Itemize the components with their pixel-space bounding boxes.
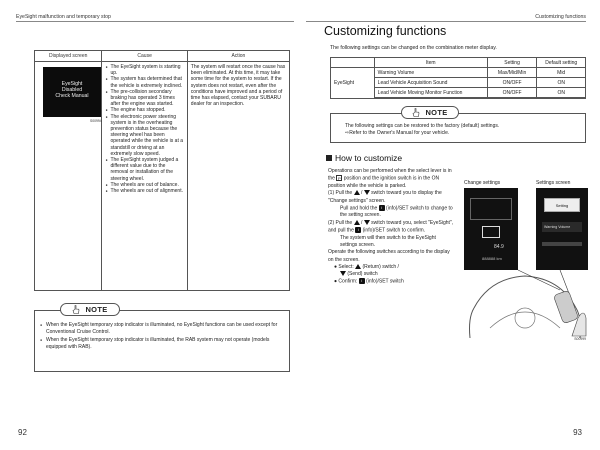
screen-line-2: Disabled — [61, 87, 83, 93]
square-bullet-icon — [326, 155, 332, 161]
odo-readout: 84.9 — [494, 244, 504, 250]
setting-values: ON/OFF — [488, 78, 538, 87]
col-header-default: Default setting — [545, 59, 578, 66]
section-heading — [326, 153, 402, 163]
col-header-setting: Setting — [488, 58, 538, 67]
screen-line-3: Check Manual — [55, 93, 89, 99]
label-settings-screen: Settings screen — [536, 180, 571, 186]
select-bullet: ● Select: (Return) switch / — [334, 263, 399, 270]
return-switch-icon — [355, 264, 361, 269]
cause-item: ● The system has determined that the vehicle is extremely inclined. — [105, 76, 183, 88]
figure-code: S00999 — [574, 337, 586, 341]
cause-item: ● The electronic power steering system is in the overheating prevention status because the steering wheel has been operated while the vehicle is at a standstill or driving at an extremely slow speed. — [105, 114, 183, 157]
down-switch-icon — [364, 220, 370, 225]
setting-default: ON — [557, 79, 565, 86]
hand-pointer-icon — [72, 305, 80, 314]
down-switch-icon — [364, 190, 370, 195]
note-heading — [60, 303, 120, 316]
note-heading-text: NOTE — [85, 305, 108, 314]
setting-values: Max/Mid/Min — [488, 68, 538, 77]
group-label: EyeSight — [331, 68, 375, 98]
park-position-icon: P — [338, 176, 341, 182]
table-header-row — [35, 51, 289, 62]
up-switch-icon — [354, 220, 360, 225]
steering-wheel-illustration — [460, 168, 590, 343]
setting-default: Mid — [557, 69, 566, 76]
label-change-settings: Change settings — [464, 180, 501, 186]
setting-item: Warning Volume — [375, 68, 488, 77]
cause-item: ● The wheels are out of alignment. — [105, 188, 183, 194]
col-header-action: Action — [231, 53, 246, 59]
setting-item: Lead Vehicle Moving Monitor Function — [375, 88, 488, 97]
screen-line-1: EyeSight — [61, 81, 83, 87]
note-text — [345, 123, 499, 137]
note-box — [330, 108, 586, 143]
action-cell: The system will restart once the cause has been eliminated. At this time, it may take some time for the system to restart. If the system does not restart, even after the conditions have improved and a period of time has elapsed, contact your SUBARU dealer for an inspection. — [190, 64, 286, 108]
step-2-detail: The system will then switch to the EyeSight settings screen. — [340, 234, 436, 248]
select-bullet-cont: (Send) switch — [328, 271, 454, 278]
intro-text: The following settings can be changed on the combination meter display. — [330, 45, 497, 51]
meter-screen-image — [43, 67, 101, 117]
info-button-icon: i — [359, 278, 365, 284]
note-heading-text: NOTE — [425, 108, 448, 117]
note-item: ● When the EyeSight temporary stop indicator is illuminated, no EyeSight functions can be used except for Conventional Cruise Control. — [40, 322, 284, 337]
setting-item: Lead Vehicle Acquisition Sound — [375, 78, 488, 87]
page-title: Customizing functions — [324, 24, 447, 38]
col-header-cause: Cause — [102, 51, 187, 61]
step-1: (1) Pull the / switch toward you to display the "Change settings" screen. — [328, 190, 442, 204]
left-header-rule — [16, 21, 294, 22]
col-header-item: Item — [375, 58, 488, 67]
cause-item: ● The EyeSight system judged a different value due to the removal or installation of the steering wheel. — [105, 157, 183, 182]
send-switch-icon — [340, 271, 346, 276]
cause-item: ● The wheels are out of balance. — [105, 182, 183, 188]
settings-table-header — [331, 58, 585, 68]
up-switch-icon — [354, 190, 360, 195]
setting-values: ON/OFF — [488, 88, 538, 97]
steering-wheel-drawing — [460, 168, 590, 343]
section-heading-text: How to customize — [335, 153, 403, 163]
table-row — [35, 62, 289, 290]
displayed-screen-cell — [35, 62, 102, 290]
setting-tile: Setting — [544, 198, 580, 212]
cause-item: ● The EyeSight system is starting up. — [105, 64, 183, 76]
trip-readout: 888888 km — [482, 256, 502, 261]
info-button-icon: i — [379, 205, 385, 211]
confirm-bullet: ● Confirm: i (info)/SET switch — [334, 278, 404, 285]
right-running-header: Customizing functions — [535, 14, 586, 20]
step-1-detail: Pull and hold the i (info)/SET switch to change to the setting screen. — [340, 204, 453, 219]
cause-cell — [102, 62, 187, 290]
figure-code: S00994 — [90, 119, 102, 123]
setting-default: ON — [557, 89, 565, 96]
info-button-icon: i — [355, 227, 361, 233]
note-heading — [401, 106, 459, 119]
note-line: ⇨Refer to the Owner's Manual for your vehicle. — [345, 130, 450, 137]
note-box — [34, 305, 290, 372]
left-page-number: 92 — [18, 428, 27, 437]
step-2: (2) Pull the / switch toward you, select "EyeSight", and pull the i (info)/SET switch to confirm. — [328, 219, 454, 234]
cause-item: ● The engine has stopped. — [105, 107, 183, 113]
note-line: The following settings can be restored to the factory (default) settings. — [345, 123, 500, 129]
malfunction-table — [34, 50, 290, 291]
warning-volume-tile: Warning Volume — [542, 222, 582, 232]
col-header-screen: Displayed screen — [35, 51, 102, 61]
hand-pointer-icon — [412, 108, 420, 117]
note-item: ● When the EyeSight temporary stop indicator is illuminated, the RAB system may not operate (models equipped with RAB). — [40, 337, 284, 352]
right-page — [300, 0, 600, 450]
instruction-paragraph: Operate the following switches according to the display on the screen. — [328, 249, 450, 263]
cause-item: ● The pre-collision secondary braking has operated 3 times after the engine was started. — [105, 89, 183, 108]
settings-table — [330, 57, 586, 99]
instructions — [328, 168, 454, 286]
right-header-rule — [306, 21, 586, 22]
left-running-header: EyeSight malfunction and temporary stop — [16, 14, 111, 20]
instruction-paragraph: Operations can be performed when the select lever is in the P position and the ignition switch is in the ON position while the vehicle is parked. — [328, 168, 452, 189]
right-page-number: 93 — [573, 428, 582, 437]
